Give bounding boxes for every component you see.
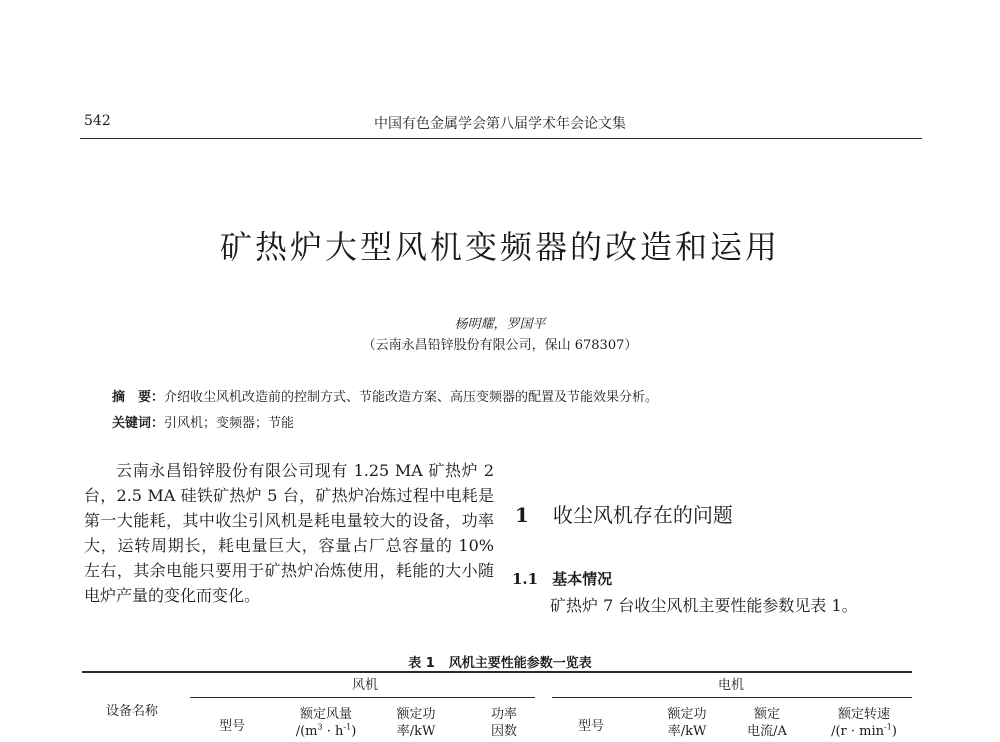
affiliation: （云南永昌铅锌股份有限公司，保山 678307） bbox=[362, 338, 638, 353]
table-caption-number: 表 1 bbox=[408, 656, 435, 671]
section-1-number: 1 bbox=[515, 503, 529, 527]
table-header-fan-airflow bbox=[281, 706, 371, 740]
abstract-text: 介绍收尘风机改造前的控制方式、节能改造方案、高压变频器的配置及节能效果分析。 bbox=[164, 390, 659, 405]
fan-airflow-unit: $/(m^3 \cdot h^{-1})$ bbox=[295, 722, 357, 739]
table-header-motor-speed: 额定转速 $/(r \cdot \min^{-1})$ bbox=[831, 707, 897, 739]
section-1-1-title: 基本情况 bbox=[552, 570, 613, 588]
table-header-fan-power: 额定功 率/kW bbox=[396, 707, 436, 739]
intro-column bbox=[84, 458, 494, 608]
table-fan-group-rule bbox=[190, 697, 535, 698]
abstract bbox=[112, 386, 658, 405]
table-header-fan-model: 型号 bbox=[219, 719, 246, 734]
table-group-fan: 风机 bbox=[352, 678, 379, 693]
table-header-motor-model: 型号 bbox=[578, 719, 605, 734]
table-header-motor-power: 额定功 率/kW bbox=[667, 707, 707, 739]
section-1-1-heading bbox=[512, 568, 612, 589]
page-number: 542 bbox=[84, 113, 111, 129]
header-rule bbox=[80, 138, 922, 139]
table-header-fan-power-factor: 功率 因数 bbox=[490, 707, 517, 739]
paper-title: 矿热炉大型风机变频器的改造和运用 bbox=[219, 228, 780, 266]
table-header-equipment: 设备名称 bbox=[106, 704, 159, 719]
keywords-label: 关键词： bbox=[112, 416, 165, 431]
authors: 杨明耀，罗国平 bbox=[454, 317, 546, 332]
keywords-text: 引风机；变频器；节能 bbox=[164, 416, 295, 431]
section-1-heading bbox=[515, 499, 733, 528]
abstract-label: 摘 要： bbox=[112, 390, 165, 405]
fan-airflow-label: 额定风量 bbox=[299, 707, 352, 722]
section-1-1-text: 矿热炉 7 台收尘风机主要性能参数见表 1。 bbox=[550, 596, 858, 615]
table-caption bbox=[0, 652, 1000, 671]
table-motor-group-rule bbox=[552, 697, 912, 698]
table-header-motor-current: 额定 电流/A bbox=[747, 707, 787, 739]
table-caption-text: 风机主要性能参数一览表 bbox=[448, 656, 592, 671]
intro-paragraph: 云南永昌铅锌股份有限公司现有 1.25 MA 矿热炉 2 台，2.5 MA 硅铁矿热炉 5 台，矿热炉冶炼过程中电耗是第一大能耗，其中收尘引风机是耗电量较大的设备，功率大，运转周期长，耗电量巨大，容量占厂总容量的 10% 左右，其余电能只要用于矿热炉冶炼使用，耗能的大小随电炉产量的变化而变化。 bbox=[84, 461, 494, 605]
table-top-rule bbox=[82, 671, 912, 673]
keywords bbox=[112, 412, 294, 431]
section-1-1-number: 1.1 bbox=[512, 570, 539, 588]
section-1-title: 收尘风机存在的问题 bbox=[552, 503, 733, 527]
table-group-motor: 电机 bbox=[718, 678, 745, 693]
running-title: 中国有色金属学会第八届学术年会论文集 bbox=[374, 116, 626, 132]
